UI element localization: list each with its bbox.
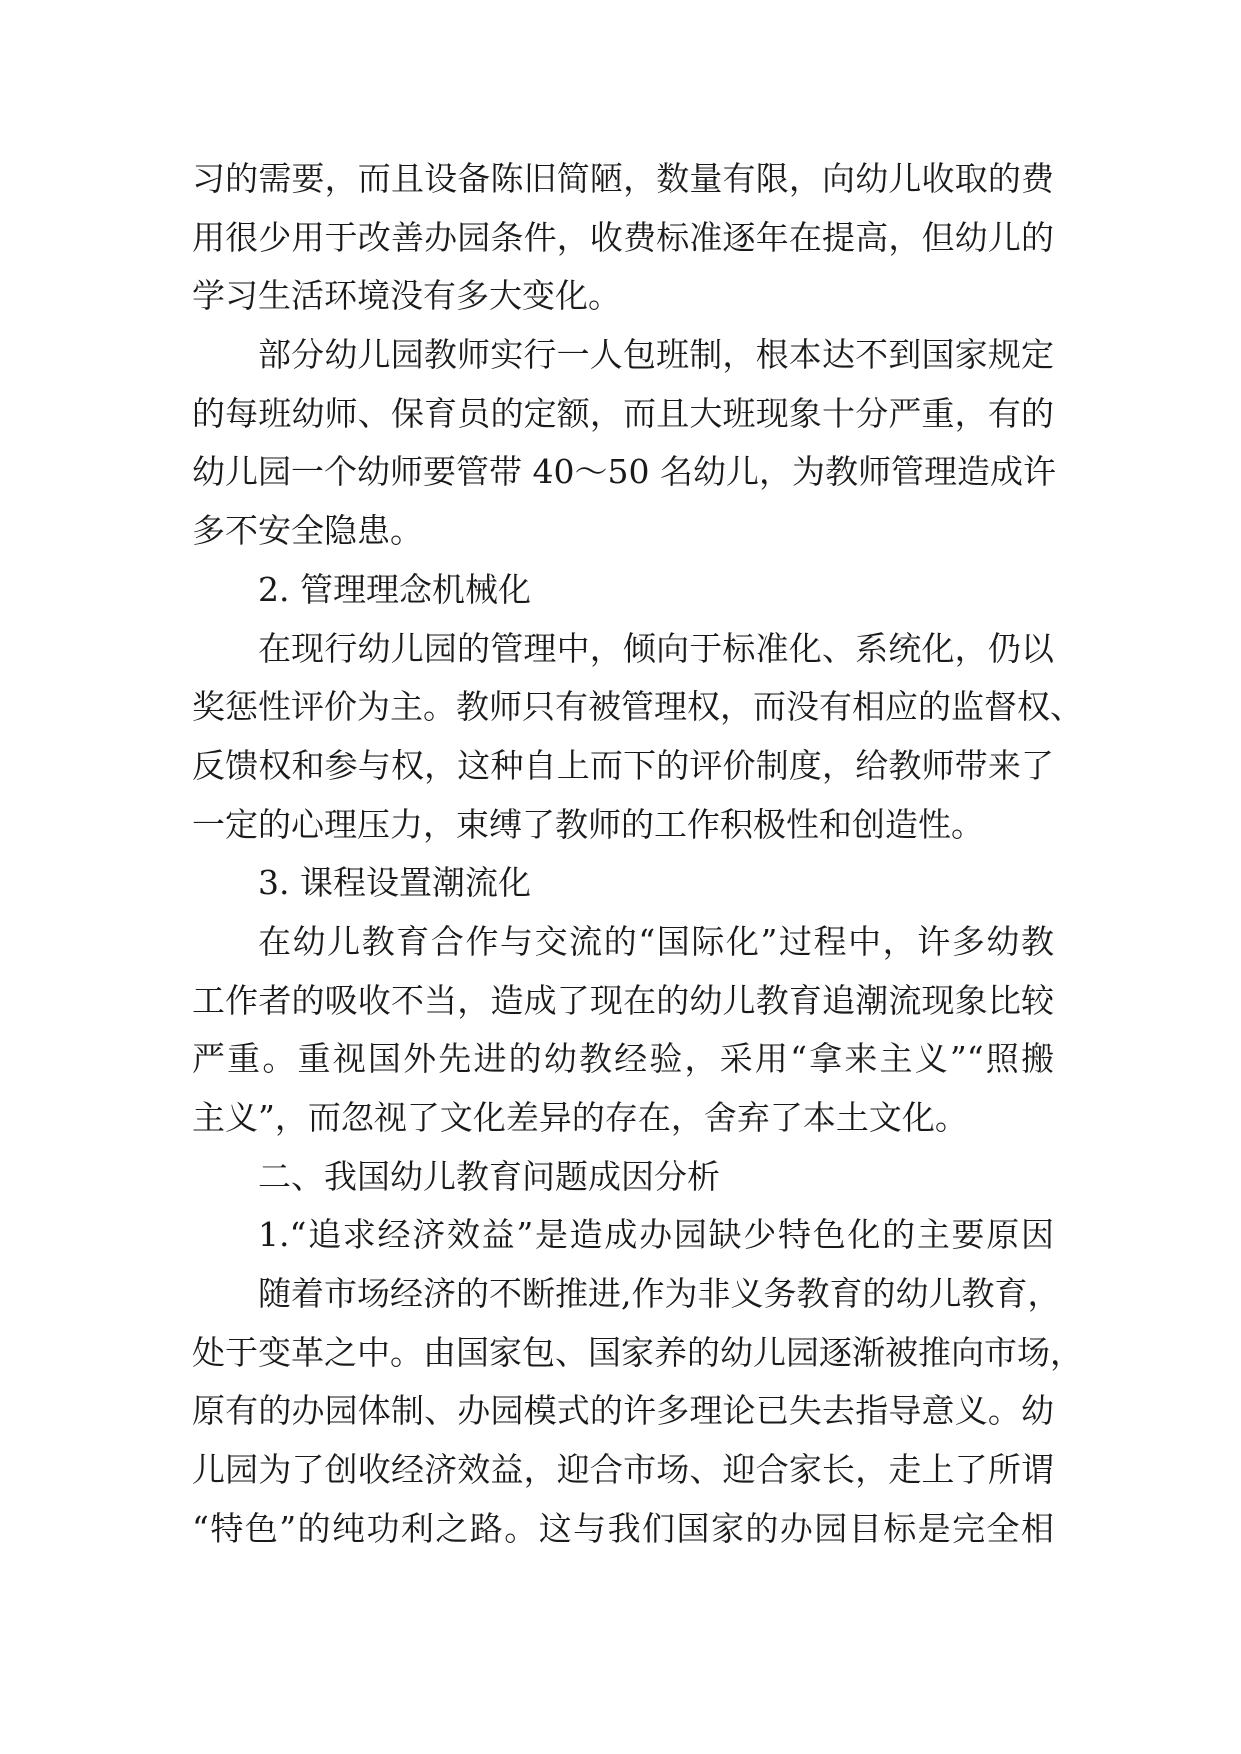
- text-line: 处于变革之中。由国家包、国家养的幼儿园逐渐被推向市场，: [192, 1332, 1083, 1372]
- text-line: 主义”，而忽视了文化差异的存在，舍弃了本土文化。: [192, 1098, 968, 1137]
- text-line: 在现行幼儿园的管理中，倾向于标准化、系统化，仍以: [258, 628, 1054, 668]
- text-line: 用很少用于改善办园条件，收费标准逐年在提高，但幼儿的: [192, 217, 1054, 257]
- text-line: 习的需要，而且设备陈旧简陋，数量有限，向幼儿收取的费: [192, 159, 1054, 198]
- section-heading: 1.“追求经济效益”是造成办园缺少特色化的主要原因: [258, 1215, 1054, 1255]
- text-line: 部分幼儿园教师实行一人包班制，根本达不到国家规定: [258, 335, 1054, 375]
- text-line: 一定的心理压力，束缚了教师的工作积极性和创造性。: [192, 804, 984, 844]
- text-line: 学习生活环境没有多大变化。: [192, 276, 621, 316]
- document-page: [192, 150, 1083, 1559]
- text-line: 工作者的吸收不当，造成了现在的幼儿教育追潮流现象比较: [192, 980, 1054, 1020]
- text-line: 反馈权和参与权，这种自上而下的评价制度，给教师带来了: [192, 745, 1054, 785]
- section-heading: 3. 课程设置潮流化: [258, 863, 531, 903]
- text-line: 的每班幼师、保育员的定额，而且大班现象十分严重，有的: [192, 393, 1054, 433]
- text-line: 多不安全隐患。: [192, 511, 423, 551]
- text-line: 奖惩性评价为主。教师只有被管理权，而没有相应的监督权、: [192, 687, 1083, 727]
- text-line: 原有的办园体制、办园模式的许多理论已失去指导意义。幼: [192, 1391, 1054, 1431]
- text-line: 严重。重视国外先进的幼教经验，采用“拿来主义”“照搬: [192, 1039, 1054, 1079]
- section-heading: 二、我国幼儿教育问题成因分析: [258, 1156, 720, 1196]
- text-line: 随着市场经济的不断推进,作为非义务教育的幼儿教育，: [258, 1274, 1061, 1314]
- text-line: 在幼儿教育合作与交流的“国际化”过程中，许多幼教: [258, 921, 1054, 961]
- section-heading: 2. 管理理念机械化: [258, 569, 531, 609]
- text-line: “特色”的纯功利之路。这与我们国家的办园目标是完全相: [192, 1508, 1054, 1548]
- document-body: [192, 150, 1083, 1559]
- text-line: 儿园为了创收经济效益，迎合市场、迎合家长，走上了所谓: [192, 1450, 1054, 1490]
- text-line: 幼儿园一个幼师要管带 40～50 名幼儿，为教师管理造成许: [192, 452, 1056, 492]
